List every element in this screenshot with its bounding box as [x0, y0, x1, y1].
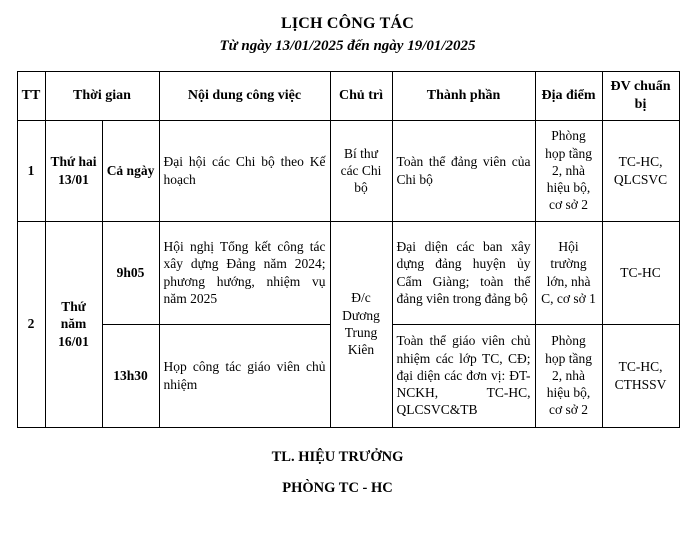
row-time: Cả ngày — [102, 120, 159, 221]
column-header-content: Nội dung công việc — [159, 71, 330, 120]
column-header-chair: Chủ trì — [330, 71, 392, 120]
column-header-tt: TT — [17, 71, 45, 120]
row-chair: Bí thư các Chi bộ — [330, 120, 392, 221]
row-place: Hội trường lớn, nhà C, cơ sở 1 — [535, 221, 602, 324]
row-chair: Đ/c Dương Trung Kiên — [330, 221, 392, 427]
row-prep: TC-HC, QLCSVC — [602, 120, 679, 221]
schedule-table — [17, 71, 680, 428]
row-index: 2 — [17, 221, 45, 427]
signature-department-text: PHÒNG TC - HC — [282, 480, 393, 497]
row-place: Phòng họp tầng 2, nhà hiệu bộ, cơ sở 2 — [535, 324, 602, 427]
row-prep: TC-HC, CTHSSV — [602, 324, 679, 427]
table-header-row — [17, 71, 679, 120]
signature-department — [0, 481, 675, 497]
row-place: Phòng họp tầng 2, nhà hiệu bộ, cơ sở 2 — [535, 120, 602, 221]
row-time: 13h30 — [102, 324, 159, 427]
column-header-attendees: Thành phần — [392, 71, 535, 120]
row-index: 1 — [17, 120, 45, 221]
document-date-range: Từ ngày 13/01/2025 đến ngày 19/01/2025 — [219, 38, 476, 54]
row-attendees: Toàn thể đảng viên của Chi bộ — [392, 120, 535, 221]
signature-authority-text: TL. HIỆU TRƯỞNG — [271, 448, 404, 465]
row-prep: TC-HC — [602, 221, 679, 324]
row-content: Họp công tác giáo viên chủ nhiệm — [159, 324, 330, 427]
column-header-time: Thời gian — [45, 71, 159, 120]
signature-authority — [0, 450, 675, 466]
row-content: Hội nghị Tổng kết công tác xây dựng Đảng năm 2024; phương hướng, nhiệm vụ năm 2025 — [159, 221, 330, 324]
signature-block — [0, 450, 695, 498]
table-row — [17, 221, 679, 324]
document-header — [0, 0, 695, 57]
row-day: Thứ hai 13/01 — [45, 120, 102, 221]
column-header-place: Địa điểm — [535, 71, 602, 120]
row-day: Thứ năm 16/01 — [45, 221, 102, 427]
column-header-prep: ĐV chuẩn bị — [602, 71, 679, 120]
row-content: Đại hội các Chi bộ theo Kế hoạch — [159, 120, 330, 221]
document-title: LỊCH CÔNG TÁC — [281, 15, 414, 32]
row-attendees: Đại diện các ban xây dựng đảng huyện ủy Cẩm Giàng; toàn thể đảng viên trong đảng bộ — [392, 221, 535, 324]
table-row — [17, 120, 679, 221]
row-attendees: Toàn thể giáo viên chủ nhiệm các lớp TC, CĐ; đại diện các đơn vị: ĐT-NCKH, TC-HC, QLCSVC&TB — [392, 324, 535, 427]
row-time: 9h05 — [102, 221, 159, 324]
schedule-table-container — [17, 71, 679, 428]
